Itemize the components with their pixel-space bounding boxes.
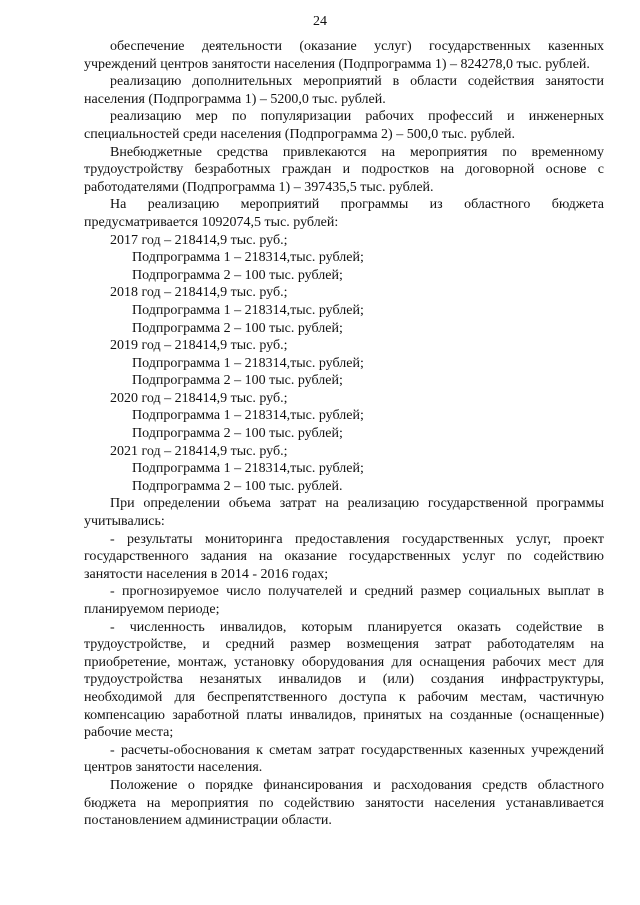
paragraph-financing-regulation: Положение о порядке финансирования и расходования средств областного бюджета на мероприятия по содействию занятости населения устанавливается постановлением администрации области. bbox=[84, 777, 604, 829]
subprogram-1-amount: Подпрограмма 1 – 218314,тыс. рублей; bbox=[132, 302, 364, 318]
year-total: 2020 год – 218414,9 тыс. руб.; bbox=[110, 390, 288, 406]
paragraph-regional-budget-total: На реализацию мероприятий программы из областного бюджета предусматривается 1092074,5 тыс. рублей: bbox=[84, 197, 604, 230]
year-block-2018 bbox=[84, 284, 604, 337]
list-item-forecast-recipients: - прогнозируемое число получателей и средний размер социальных выплат в планируемом периоде; bbox=[84, 584, 604, 617]
year-block-2020 bbox=[84, 390, 604, 443]
paragraph-additional-measures: реализацию дополнительных мероприятий в области содействия занятости населения (Подпрограмма 1) – 5200,0 тыс. рублей. bbox=[84, 74, 604, 107]
subprogram-2-amount: Подпрограмма 2 – 100 тыс. рублей; bbox=[132, 320, 343, 336]
year-block-2019 bbox=[84, 337, 604, 390]
paragraph-cost-basis-intro: При определении объема затрат на реализацию государственной программы учитывались: bbox=[84, 496, 604, 530]
subprogram-1-amount: Подпрограмма 1 – 218314,тыс. рублей; bbox=[132, 461, 364, 477]
paragraph-extrabudgetary-funds: Внебюджетные средства привлекаются на мероприятия по временному трудоустройству безработных граждан и подростков на договорной основе с работодателями (Подпрограмма 1) – 397435,5 тыс. рублей. bbox=[84, 144, 604, 195]
year-total: 2018 год – 218414,9 тыс. руб.; bbox=[110, 285, 288, 301]
list-item-disabled-employment: - численность инвалидов, которым планируется оказать содействие в трудоустройстве, и средний размер возмещения затрат работодателям на приобретение, монтаж, установку оборудования для оснащения рабочих мест для трудоустройства незанятых инвалидов и (или) создания инфраструктуры, необходимой для беспрепятственного доступа к рабочим местам, частичную компенсацию заработной платы инвалидов, принятых на созданные (оснащенные) рабочие места; bbox=[84, 619, 604, 741]
subprogram-1-amount: Подпрограмма 1 – 218314,тыс. рублей; bbox=[132, 355, 364, 371]
page-number: 24 bbox=[313, 14, 327, 29]
paragraph-professions-popularization: реализацию мер по популяризации рабочих профессий и инженерных специальностей среди населения (Подпрограмма 2) – 500,0 тыс. рублей. bbox=[84, 109, 604, 142]
subprogram-2-amount: Подпрограмма 2 – 100 тыс. рублей; bbox=[132, 426, 343, 442]
subprogram-2-amount: Подпрограмма 2 – 100 тыс. рублей. bbox=[132, 478, 343, 494]
subprogram-1-amount: Подпрограмма 1 – 218314,тыс. рублей; bbox=[132, 408, 364, 424]
subprogram-2-amount: Подпрограмма 2 – 100 тыс. рублей; bbox=[132, 267, 343, 283]
year-total: 2019 год – 218414,9 тыс. руб.; bbox=[110, 338, 288, 354]
list-item-cost-estimates: - расчеты-обоснования к сметам затрат государственных казенных учреждений центров занятости населения. bbox=[84, 742, 604, 776]
year-block-2017 bbox=[84, 232, 604, 285]
subprogram-1-amount: Подпрограмма 1 – 218314,тыс. рублей; bbox=[132, 250, 364, 266]
year-total: 2021 год – 218414,9 тыс. руб.; bbox=[110, 443, 288, 459]
document-body bbox=[84, 38, 604, 830]
paragraph-centers-funding: обеспечение деятельности (оказание услуг) государственных казенных учреждений центров занятости населения (Подпрограмма 1) – 824278,0 тыс. рублей. bbox=[84, 39, 604, 72]
year-block-2021 bbox=[84, 443, 604, 496]
list-item-monitoring-results: - результаты мониторинга предоставления государственных услуг, проект государственного задания на оказание государственных услуг по содействию занятости населения в 2014 - 2016 годах; bbox=[84, 531, 604, 582]
year-total: 2017 год – 218414,9 тыс. руб.; bbox=[110, 232, 288, 248]
subprogram-2-amount: Подпрограмма 2 – 100 тыс. рублей; bbox=[132, 373, 343, 389]
